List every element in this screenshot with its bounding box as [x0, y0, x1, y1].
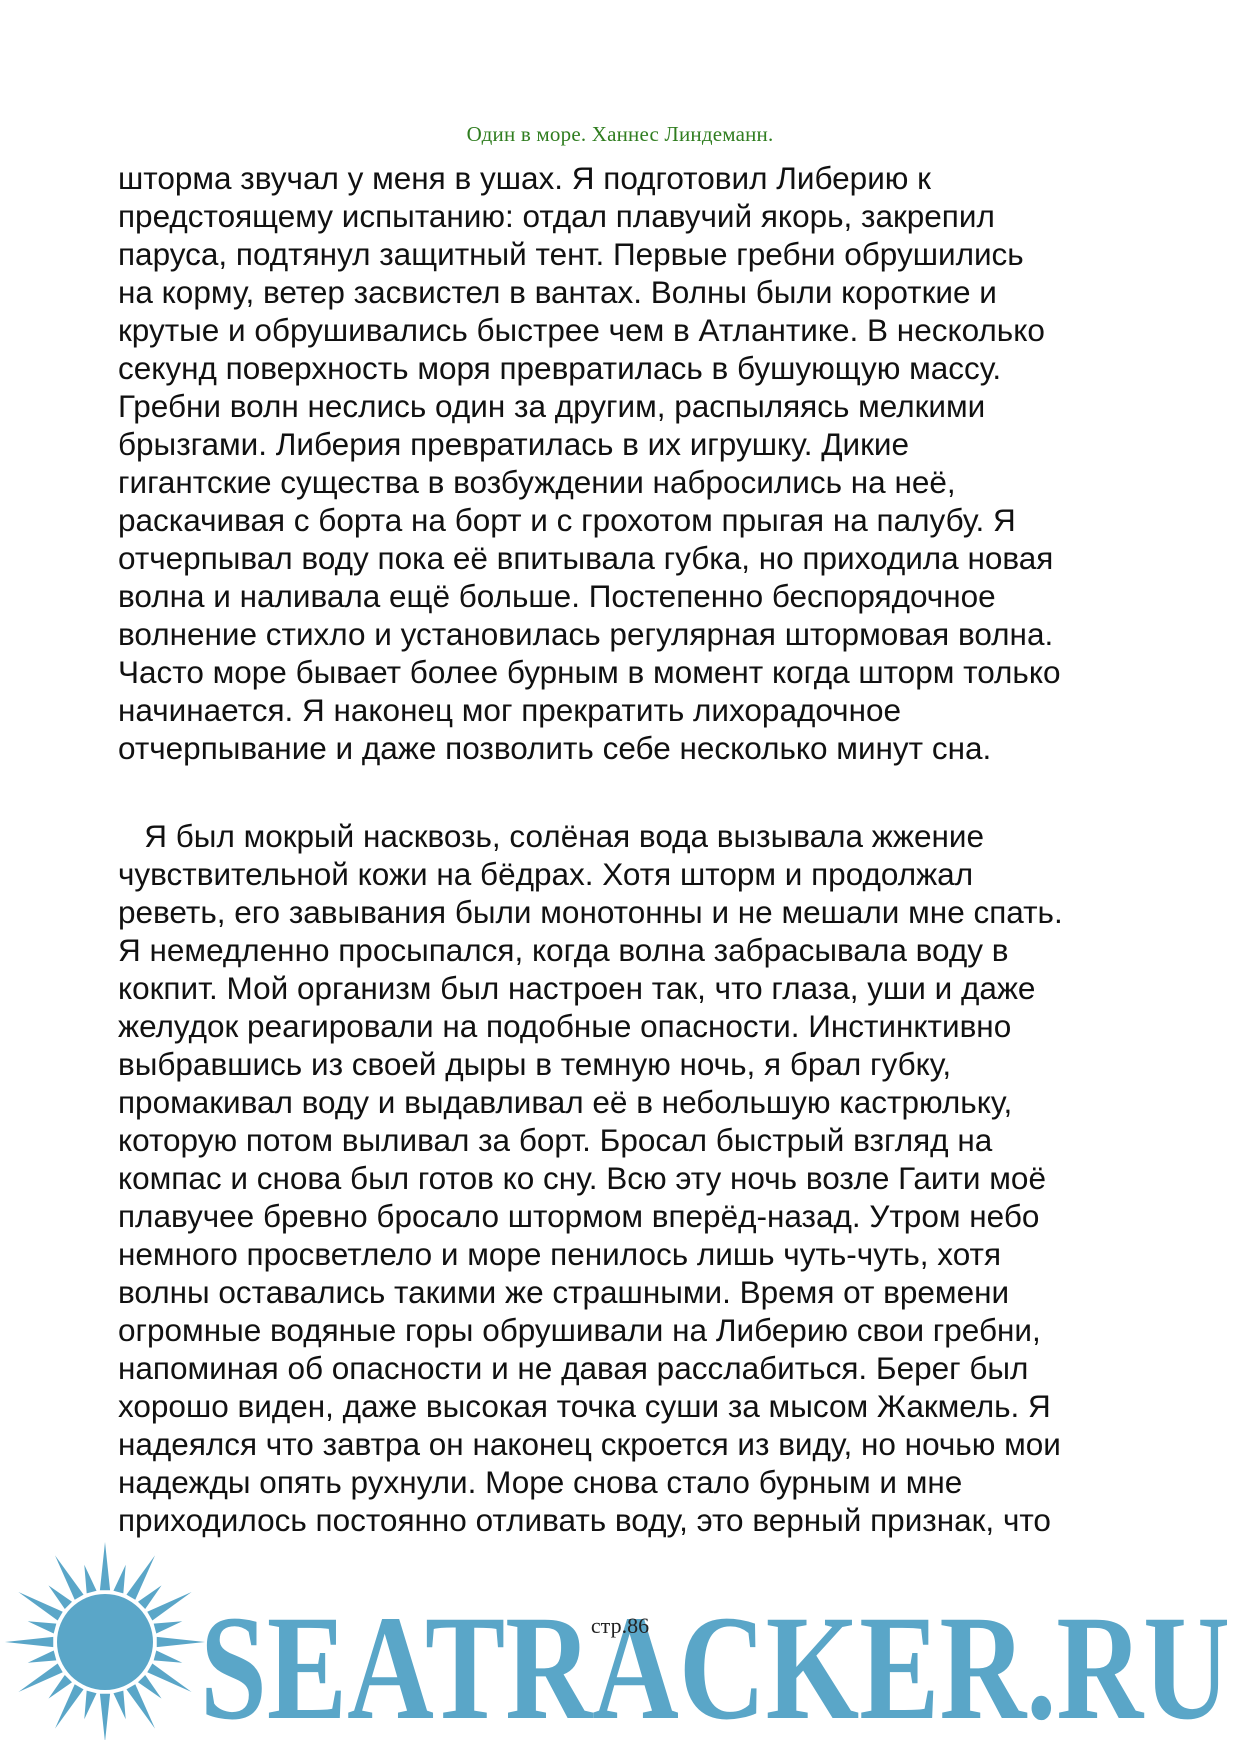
text-line: выбравшись из своей дыры в темную ночь, я брал губку, — [118, 1046, 952, 1082]
sun-ray — [100, 1542, 110, 1590]
text-line: гигантские существа в возбуждении набросились на неё, — [118, 464, 956, 500]
sun-ray — [154, 1650, 183, 1662]
sun-ray — [48, 1675, 72, 1699]
text-line: паруса, подтянул защитный тент. Первые гребни обрушились — [118, 236, 1024, 272]
sun-ray — [84, 1565, 96, 1594]
text-line: волны оставались такими же страшными. Время от времени — [118, 1274, 1010, 1310]
text-line: желудок реагировали на подобные опасности. Инстинктивно — [118, 1008, 1012, 1044]
sun-disc — [57, 1594, 153, 1690]
text-line: шторма звучал у меня в ушах. Я подготовил Либерию к — [118, 160, 931, 196]
page-number: стр.86 — [590, 1613, 650, 1638]
text-line: компас и снова был готов ко сну. Всю эту ночь возле Гаити моё — [118, 1160, 1046, 1196]
text-line: немного просветлело и море пенилось лишь чуть-чуть, хотя — [118, 1236, 1001, 1272]
sun-ray — [48, 1585, 72, 1609]
sun-ray — [84, 1691, 96, 1720]
text-line: Я был мокрый насквозь, солёная вода вызывала жжение — [118, 818, 984, 854]
sun-ray — [100, 1694, 110, 1740]
text-line: секунд поверхность моря превратилась в бушующую массу. — [118, 350, 1002, 386]
text-line: волна и наливала ещё больше. Постепенно беспорядочное — [118, 578, 996, 614]
text-line: начинается. Я наконец мог прекратить лихорадочное — [118, 692, 902, 728]
text-line: Гребни волн неслись один за другим, распыляясь мелкими — [118, 388, 986, 424]
text-line: которую потом выливал за борт. Бросал быстрый взгляд на — [118, 1122, 993, 1158]
text-line: хорошо виден, даже высокая точка суши за мысом Жакмель. Я — [118, 1388, 1051, 1424]
watermark-logo — [192, 1588, 1240, 1738]
text-line: огромные водяные горы обрушивали на Либерию свои гребни, — [118, 1312, 1041, 1348]
page-header: Один в море. Ханнес Линдеманн. — [466, 122, 774, 146]
text-line: реветь, его завывания были монотонны и не мешали мне спать. — [118, 894, 1063, 930]
text-line: чувствительной кожи на бёдрах. Хотя шторм и продолжал — [118, 856, 974, 892]
text-line: предстоящему испытанию: отдал плавучий якорь, закрепил — [118, 198, 995, 234]
text-line: плавучее бревно бросало штормом вперёд-назад. Утром небо — [118, 1198, 1040, 1234]
text-line: надеялся что завтра он наконец скроется из виду, но ночью мои — [118, 1426, 1061, 1462]
sun-ray — [138, 1585, 162, 1609]
text-line: кокпит. Мой организм был настроен так, что глаза, уши и даже — [118, 970, 1036, 1006]
text-line: приходилось постоянно отливать воду, это верный признак, что — [118, 1502, 1051, 1538]
text-line: напоминая об опасности и не давая расслабиться. Берег был — [118, 1350, 1029, 1386]
sun-ray — [113, 1565, 125, 1594]
watermark-text: SEATRACKER.RU — [200, 1588, 1230, 1738]
text-line: брызгами. Либерия превратилась в их игрушку. Дикие — [118, 426, 910, 462]
text-line: на корму, ветер засвистел в вантах. Волны были короткие и — [118, 274, 997, 310]
text-line: промакивал воду и выдавливал её в небольшую кастрюльку, — [118, 1084, 1013, 1120]
text-line: отчерпывал воду пока её впитывала губка, но приходила новая — [118, 540, 1054, 576]
sun-ray — [28, 1650, 57, 1662]
text-line: отчерпывание и даже позволить себе несколько минут сна. — [118, 730, 992, 766]
sun-ray — [138, 1675, 162, 1699]
text-line: раскачивая с борта на борт и с грохотом прыгая на палубу. Я — [118, 502, 1016, 538]
text-line: Я немедленно просыпался, когда волна забрасывала воду в — [118, 932, 1009, 968]
text-line: волнение стихло и установилась регулярная штормовая волна. — [118, 616, 1054, 652]
sun-ray — [113, 1691, 125, 1720]
text-line: Часто море бывает более бурным в момент когда шторм только — [118, 654, 1061, 690]
sun-icon — [0, 1540, 220, 1740]
text-line: крутые и обрушивались быстрее чем в Атлантике. В несколько — [118, 312, 1045, 348]
text-line: надежды опять рухнули. Море снова стало бурным и мне — [118, 1464, 963, 1500]
